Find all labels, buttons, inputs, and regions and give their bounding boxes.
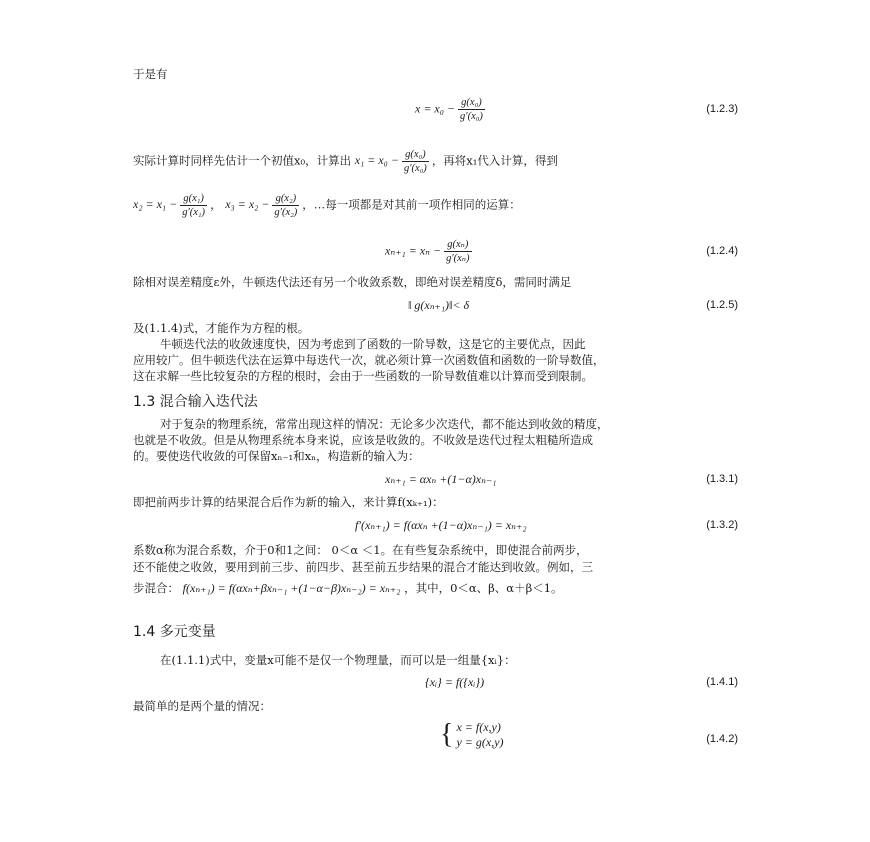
equation-number: (1.2.5) xyxy=(706,299,738,311)
text-segment: ，…每一项都是对其前一项作相同的运算： xyxy=(302,197,521,212)
fraction-denominator: g′(x₂) xyxy=(274,207,298,218)
text-line: 于是有 xyxy=(133,67,168,81)
text-line: 牛顿迭代法的收敛速度快，因为考虑到了函数的一阶导数，这是它的主要优点，因此 xyxy=(160,337,586,351)
equation-row: y = g(x,y) xyxy=(456,735,504,749)
text-line: 应用较广。但牛顿迭代法在运算中每迭代一次，就必须计算一次函数值和函数的一阶导数值， xyxy=(133,353,605,367)
text-segment: ，其中，0＜α、β、α＋β＜1。 xyxy=(404,581,563,595)
equation-x3 xyxy=(225,193,302,218)
equation-number: (1.4.1) xyxy=(706,676,738,688)
fraction-denominator: g′(x₀) xyxy=(403,163,427,174)
text-line: 还不能使之收敛，要用到前三步、前四步、甚至前五步结果的混合才能达到收敛。例如，三 xyxy=(133,560,593,574)
fraction-numerator: g(x₁) xyxy=(180,192,207,206)
equation-number: (1.3.1) xyxy=(706,473,738,485)
equation-number: (1.4.2) xyxy=(706,733,738,745)
fraction-numerator: g(xₙ) xyxy=(444,238,471,252)
fraction xyxy=(272,192,299,219)
section-heading: 1.3 混合输入迭代法 xyxy=(133,394,258,410)
fraction-denominator: g′(x₀) xyxy=(460,111,483,122)
equation-system xyxy=(456,720,503,750)
text-line: x₂ = x₁ − $\frac{\text{g(x₁)}}{\text{g′(x₁)}}$ ， x₃ = x₂ − $\frac{\text{g(x₂)}}{\text{g′(x₂)}}$ ，…每一项都是对其前一项作相同的运算： xyxy=(133,193,521,218)
equation-1-3-2: f′(xₙ₊₁) = f(αxₙ +(1−α)xₙ₋₁) = xₙ₊₂ xyxy=(355,518,527,532)
equation-lhs: x₃ = x₂ − xyxy=(225,197,270,212)
text-line: 这在求解一些比较复杂的方程的根时，会由于一些函数的一阶导数值难以计算而受到限制。 xyxy=(133,369,593,383)
equation-three-step-mix: f(xₙ₊₁) = f(αxₙ+βxₙ₋₁ +(1−α−β)xₙ₋₂) = xₙ₊₂ xyxy=(182,581,401,595)
equation-1-4-2 xyxy=(440,720,504,750)
equation-number: (1.2.3) xyxy=(706,103,738,115)
left-brace: { xyxy=(440,719,454,750)
text-line: 除相对误差精度ε外，牛顿迭代法还有另一个收敛系数，即绝对误差精度δ，需同时满足 xyxy=(133,275,572,289)
equation-lhs: x₁ = x₀ − xyxy=(354,153,399,168)
text-segment: 实际计算时同样先估计一个初值x₀，计算出 xyxy=(133,153,352,168)
equation-lhs: xₙ₊₁ = xₙ − xyxy=(385,243,442,258)
fraction xyxy=(444,238,471,265)
equation-x2 xyxy=(133,193,210,218)
text-line xyxy=(133,148,558,175)
text-line: 对于复杂的物理系统，常常出现这样的情况：无论多少次迭代，都不能达到收敛的精度， xyxy=(160,417,609,431)
fraction-numerator: g(x₀) xyxy=(402,148,429,162)
fraction-denominator: g′(x₁) xyxy=(182,207,206,218)
fraction xyxy=(402,148,429,175)
text-line: 及(1.1.4)式，才能作为方程的根。 xyxy=(133,321,310,335)
equation-number: (1.3.2) xyxy=(706,519,738,531)
equation-lhs: x = x₀ − xyxy=(415,101,456,116)
equation-1-3-1: xₙ₊₁ = αxₙ +(1−α)xₙ₋₁ xyxy=(385,472,497,486)
equation-x1 xyxy=(354,149,432,174)
equation-number: (1.2.4) xyxy=(706,245,738,257)
text-line: 最简单的是两个量的情况： xyxy=(133,699,271,713)
equation-1-2-4 xyxy=(385,238,472,265)
equation-1-4-1: {xᵢ} = f({xᵢ}) xyxy=(425,675,485,689)
text-line: 在(1.1.1)式中，变量x可能不是仅一个物理量，而可以是一组量{xᵢ}： xyxy=(160,653,516,667)
text-segment: 步混合： xyxy=(133,581,179,595)
equation-1-2-5: ‖ g(xₙ₊₁)‖< δ xyxy=(408,298,470,312)
equation-row: x = f(x,y) xyxy=(456,720,501,734)
text-line: 也就是不收敛。但是从物理系统本身来说，应该是收敛的。不收敛是迭代过程太粗糙所造成 xyxy=(133,433,593,447)
equation-lhs: x₂ = x₁ − xyxy=(133,197,178,212)
text-line: 系数α称为混合系数，介于0和1之间： 0＜α ＜1。在有些复杂系统中，即使混合前两步， xyxy=(133,543,588,557)
fraction xyxy=(458,96,485,123)
section-heading: 1.4 多元变量 xyxy=(133,624,216,640)
fraction-denominator: g′(xₙ) xyxy=(446,253,470,264)
text-line: 的。要使迭代收敛的可保留xₙ₋₁和xₙ，构造新的输入为： xyxy=(133,449,420,463)
fraction xyxy=(180,192,207,219)
text-segment: ，再将x₁代入计算，得到 xyxy=(431,153,558,168)
fraction-numerator: g(x₀) xyxy=(458,96,485,110)
equation-1-2-3 xyxy=(415,96,485,123)
text-line xyxy=(133,580,563,596)
text-line: 即把前两步计算的结果混合后作为新的输入，来计算f(xₖ₊₁)： xyxy=(133,495,444,509)
fraction-numerator: g(x₂) xyxy=(272,192,299,206)
